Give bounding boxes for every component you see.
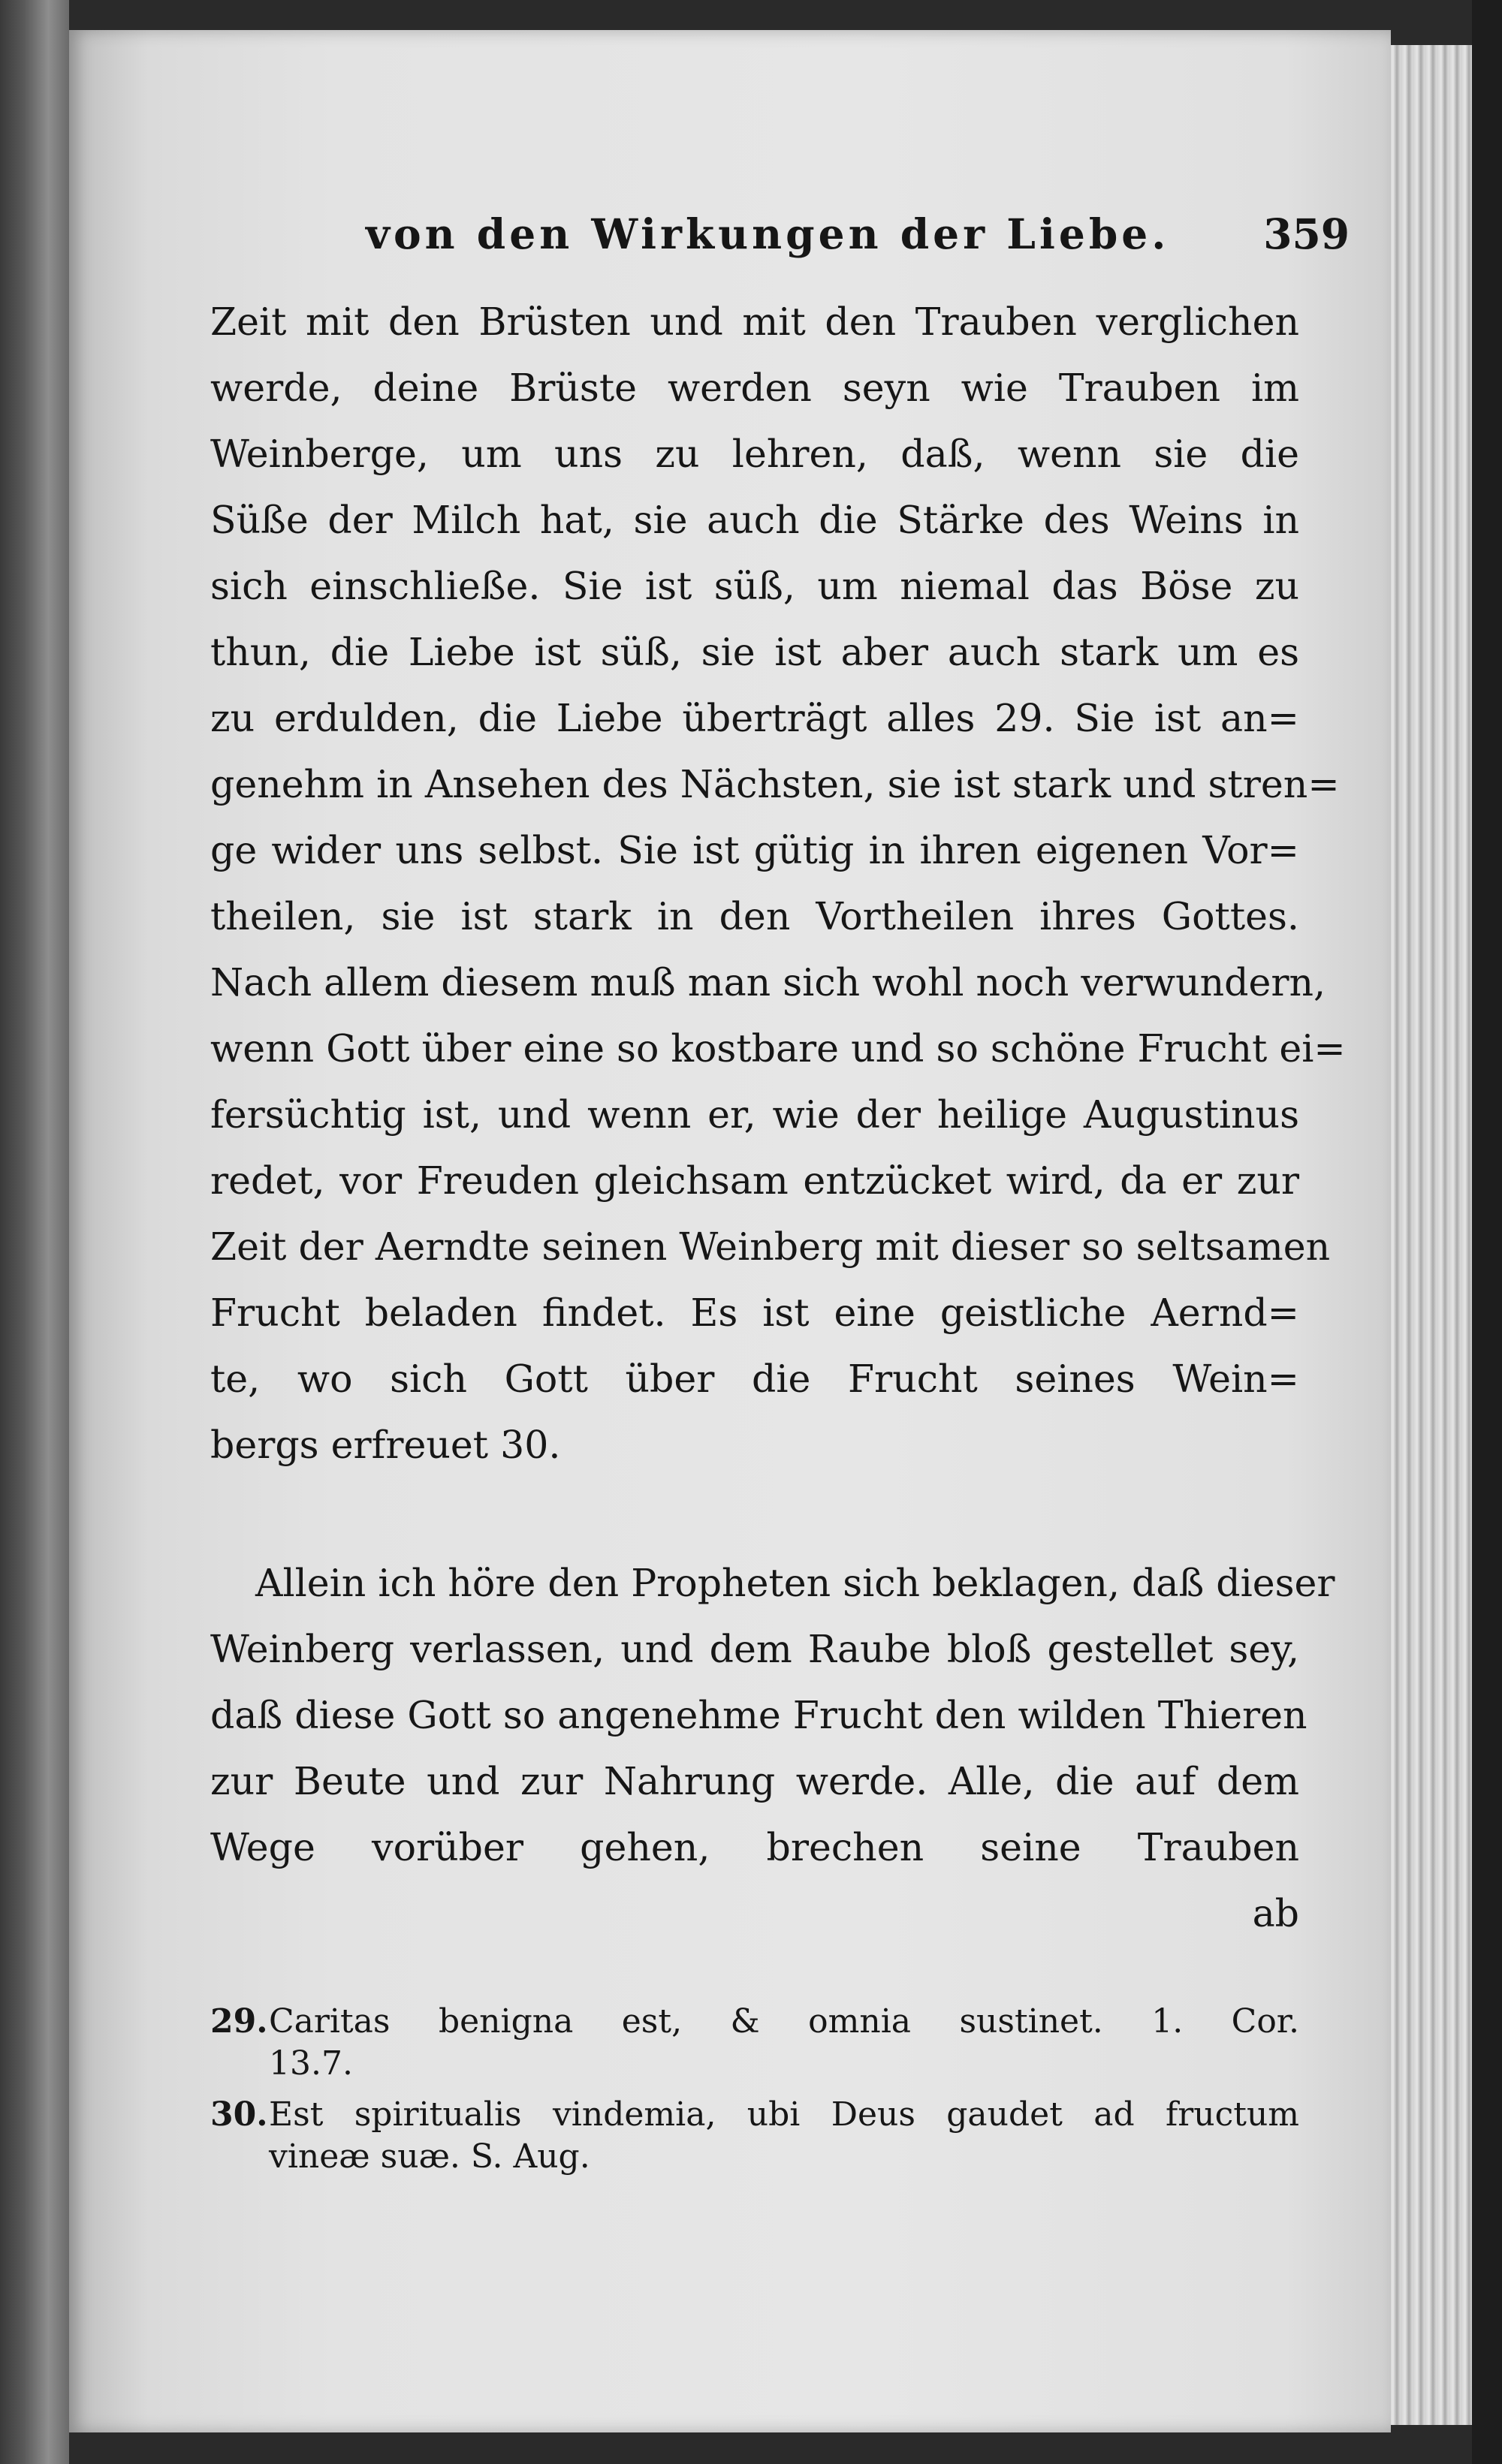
footnote-29 (210, 2001, 1299, 2085)
page-number: 359 (1263, 209, 1350, 258)
text-line: genehm in Ansehen des Nächsten, sie ist stark und stren= (210, 762, 1340, 806)
text-line: Nach allem diesem muß man sich wohl noch verwundern, (210, 960, 1326, 1005)
running-title: von den Wirkungen der Liebe. (366, 209, 1170, 258)
footnote-30 (210, 2094, 1299, 2178)
book-gutter-left (0, 0, 69, 2464)
text-line: ge wider uns selbst. Sie ist gütig in ihren eigenen Vor= (210, 828, 1299, 872)
text-line: Frucht beladen findet. Es ist eine geistliche Aernd= (210, 1291, 1299, 1335)
text-line: Süße der Milch hat, sie auch die Stärke des Weins in (210, 498, 1299, 542)
footnote-text-line: Caritas benigna est, & omnia sustinet. 1. Cor. (269, 2002, 1299, 2041)
book-page (69, 30, 1391, 2432)
footnote-number: 30. (210, 2095, 268, 2134)
text-line: redet, vor Freuden gleichsam entzücket wird, da er zur (210, 1158, 1299, 1203)
text-line: zur Beute und zur Nahrung werde. Alle, die auf dem (210, 1759, 1299, 1803)
text-line: Wege vorüber gehen, brechen seine Trauben (210, 1825, 1299, 1869)
footnote-number: 29. (210, 2002, 268, 2041)
footnote-text-line: 13.7. (269, 2044, 353, 2083)
text-line: Weinberg verlassen, und dem Raube bloß gestellet sey, (210, 1627, 1299, 1671)
text-line: fersüchtig ist, und wenn er, wie der heilige Augustinus (210, 1092, 1299, 1137)
text-line: werde, deine Brüste werden seyn wie Trauben im (210, 366, 1299, 410)
text-line: Weinberge, um uns zu lehren, daß, wenn sie die (210, 432, 1299, 476)
footnote-text-line: vineæ suæ. S. Aug. (269, 2137, 590, 2176)
background-right (1472, 0, 1502, 2464)
text-line: sich einschließe. Sie ist süß, um niemal das Böse zu (210, 564, 1299, 608)
text-line: Zeit der Aerndte seinen Weinberg mit dieser so seltsamen (210, 1224, 1331, 1269)
text-line: Allein ich höre den Propheten sich beklagen, daß dieser (255, 1561, 1335, 1605)
text-line: daß diese Gott so angenehme Frucht den wilden Thieren (210, 1693, 1307, 1737)
text-line: te, wo sich Gott über die Frucht seines Wein= (210, 1357, 1299, 1401)
text-line: zu erdulden, die Liebe überträgt alles 29. Sie ist an= (210, 696, 1299, 740)
paragraph-1 (210, 289, 1346, 1478)
footnotes (210, 2001, 1299, 2187)
text-line: theilen, sie ist stark in den Vortheilen ihres Gottes. (210, 894, 1299, 938)
text-line: wenn Gott über eine so kostbare und so schöne Frucht ei= (210, 1026, 1346, 1071)
page-header (366, 204, 1350, 264)
text-line: bergs erfreuet 30. (210, 1423, 561, 1467)
footnote-text-line: Est spiritualis vindemia, ubi Deus gaudet ad fructum (269, 2095, 1299, 2134)
text-line: Zeit mit den Brüsten und mit den Trauben verglichen (210, 300, 1299, 344)
catchword: ab (1252, 1891, 1299, 1935)
paragraph-2 (210, 1550, 1335, 1947)
text-line: thun, die Liebe ist süß, sie ist aber auch stark um es (210, 630, 1299, 674)
